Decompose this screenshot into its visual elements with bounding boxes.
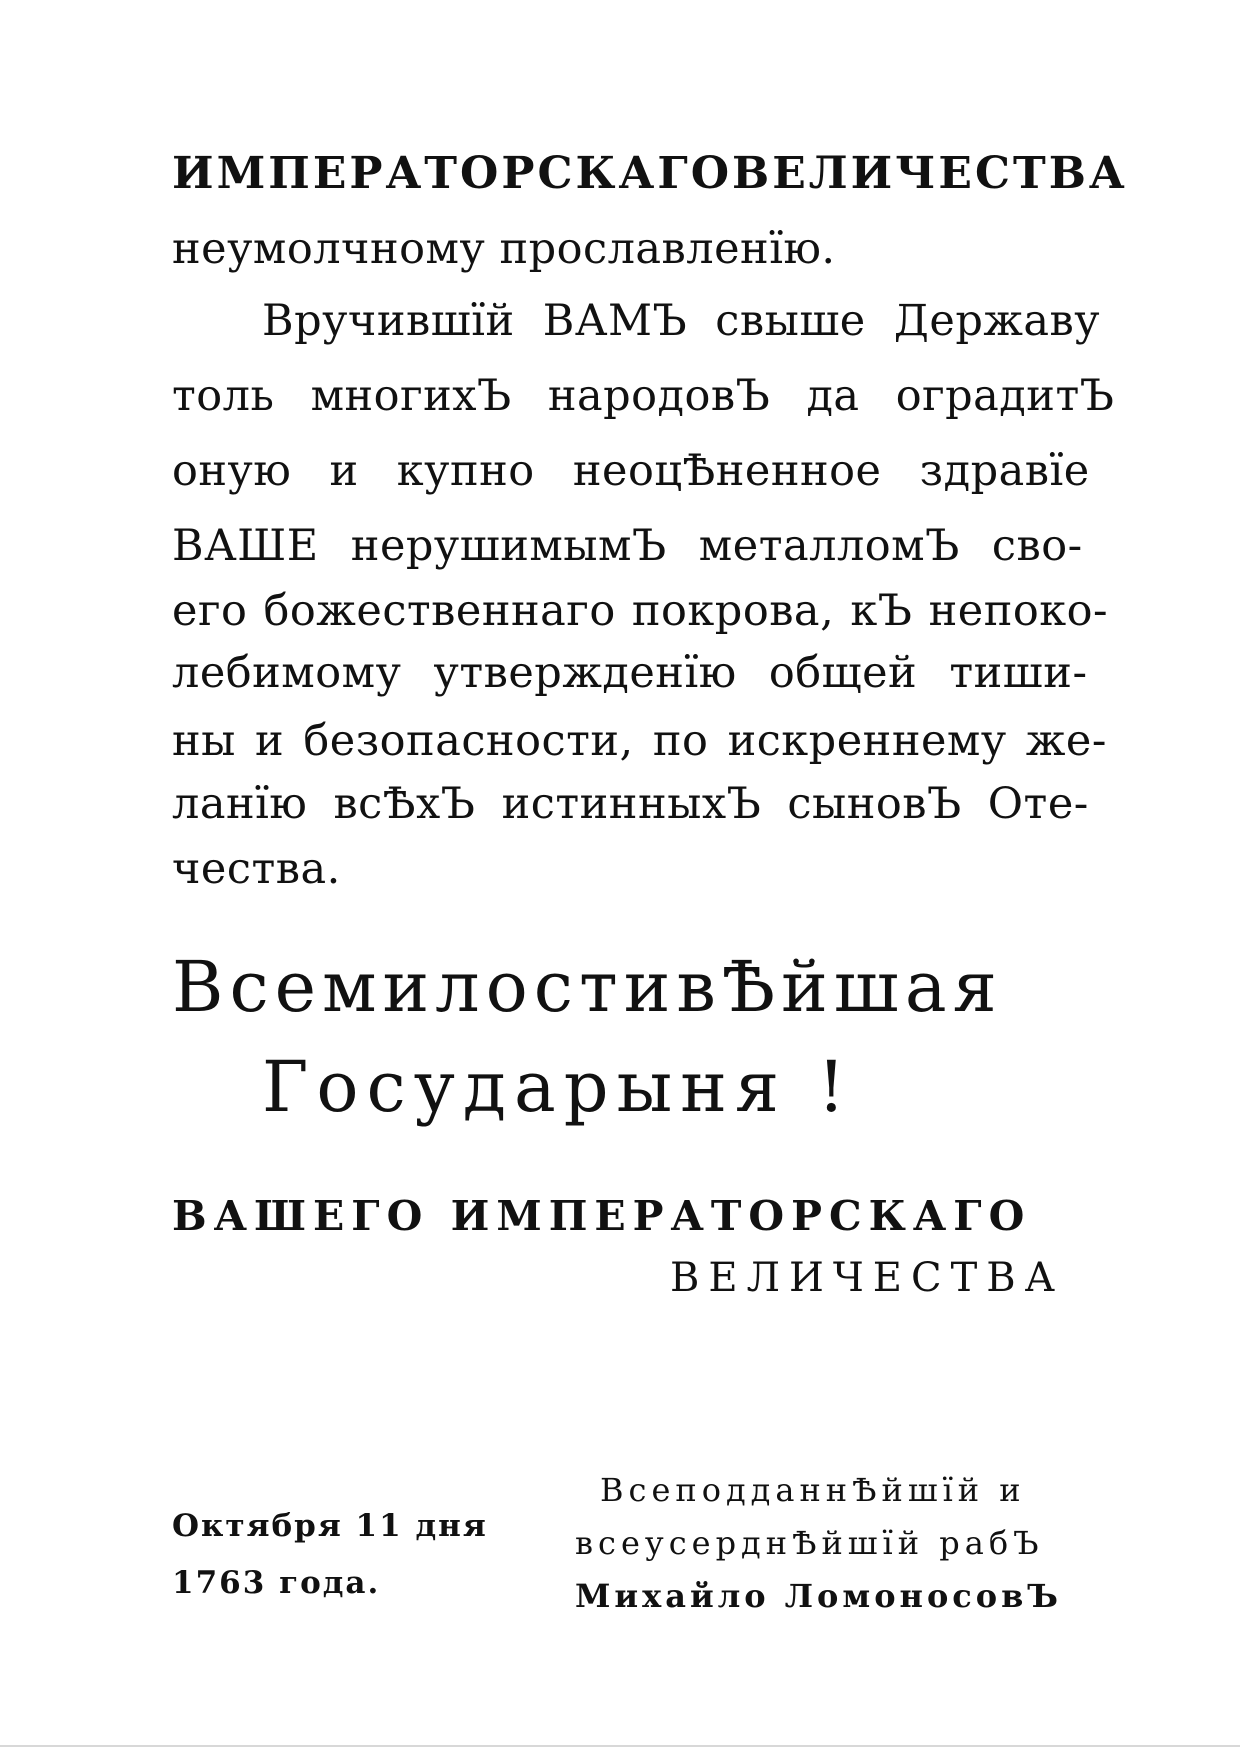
paragraph-line-4: ВАШЕ нерушимымЪ металломЪ сво- xyxy=(172,521,1083,571)
intro-word-velichestva: ВЕЛИЧЕСТВА xyxy=(732,148,1128,199)
paragraph-line-7: ны и безопасности, по искреннему же- xyxy=(172,716,1107,766)
paragraph-line-3: оную и купно неоцѢненное здравїе xyxy=(172,446,1090,496)
intro-line-2: неумолчному прославленїю. xyxy=(172,224,836,274)
closing-line-2: ВЕЛИЧЕСТВА xyxy=(670,1255,1064,1301)
date-line-2: 1763 года. xyxy=(172,1565,381,1601)
paragraph-line-2: толь многихЪ народовЪ да оградитЪ xyxy=(172,371,1115,421)
signature-line-1: ВсеподданнѢйшїй и xyxy=(600,1471,1026,1509)
closing-line-1: ВАШЕГО ИМПЕРАТОРСКАГО xyxy=(172,1192,1032,1240)
paragraph-line-9: чества. xyxy=(172,844,341,894)
paragraph-line-5: его божественнаго покрова, кЪ непоко- xyxy=(172,586,1109,636)
paragraph-line-1: Вручившїй ВАМЪ свыше Державу xyxy=(262,296,1101,346)
title-line-1: ВсемилостивѢйшая xyxy=(172,946,1003,1028)
paragraph-line-6: лебимому утвержденїю общей тиши- xyxy=(172,648,1088,698)
bottom-edge-rule xyxy=(0,1745,1240,1747)
signature-line-2: всеусерднѢйшїй рабЪ xyxy=(575,1524,1044,1562)
paragraph-line-8: ланїю всѢхЪ истинныхЪ сыновЪ Оте- xyxy=(172,779,1089,829)
intro-word-imperatorskago: ИМПЕРАТОРСКАГО xyxy=(172,148,733,199)
title-line-2: Государыня ! xyxy=(262,1046,854,1128)
intro-line-1 xyxy=(172,148,1128,199)
date-line-1: Октября 11 дня xyxy=(172,1508,488,1544)
signature-line-3: Михайло ЛомоносовЪ xyxy=(575,1577,1062,1615)
